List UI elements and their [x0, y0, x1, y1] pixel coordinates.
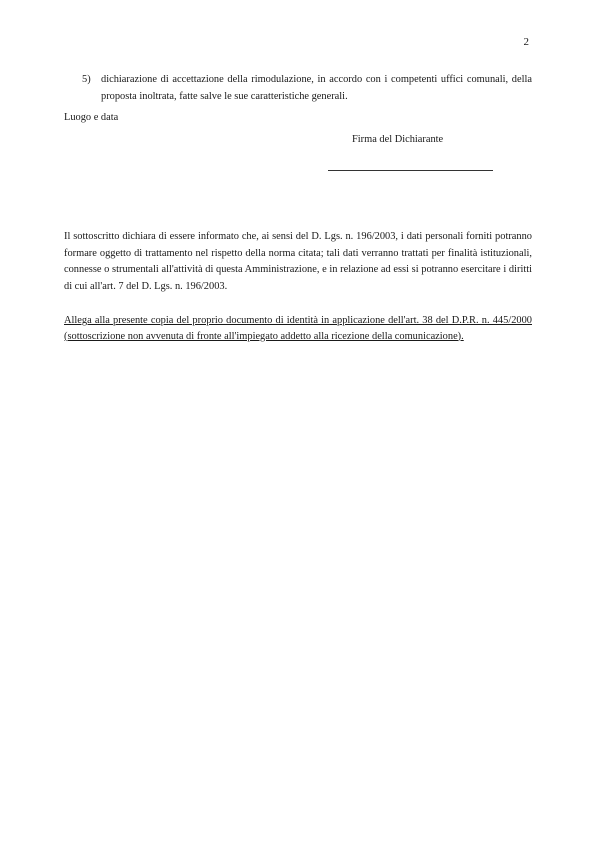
list-item-text: dichiarazione di accettazione della rimodulazione, in accordo con i competenti uffici comunali, della proposta inoltrata, fatte salve le sue caratteristiche generali. [101, 74, 532, 102]
list-item-number: 5) [82, 74, 91, 85]
place-date-label: Luogo e data [64, 112, 119, 123]
list-item-5 [82, 71, 532, 105]
attachment-note: Allega alla presente copia del proprio documento di identità in applicazione dell'art. 38 del D.P.R. n. 445/2000 (sottoscrizione non avvenuta di fronte all'impiegato addetto alla ricezione della comunicazione). [64, 315, 532, 342]
page-number: 2 [523, 36, 529, 48]
signature-line [328, 170, 493, 171]
privacy-notice: Il sottoscritto dichiara di essere informato che, ai sensi del D. Lgs. n. 196/2003, i dati personali forniti potranno formare oggetto di trattamento nel rispetto della norma citata; tali dati verranno trattati per finalità istituzionali, connesse o strumentali all'attività di questa Amministrazione, e in relazione ad essi si potranno esercitare i diritti di cui all'art. 7 del D. Lgs. n. 196/2003. [64, 231, 532, 292]
signature-label: Firma del Dichiarante [352, 134, 444, 145]
